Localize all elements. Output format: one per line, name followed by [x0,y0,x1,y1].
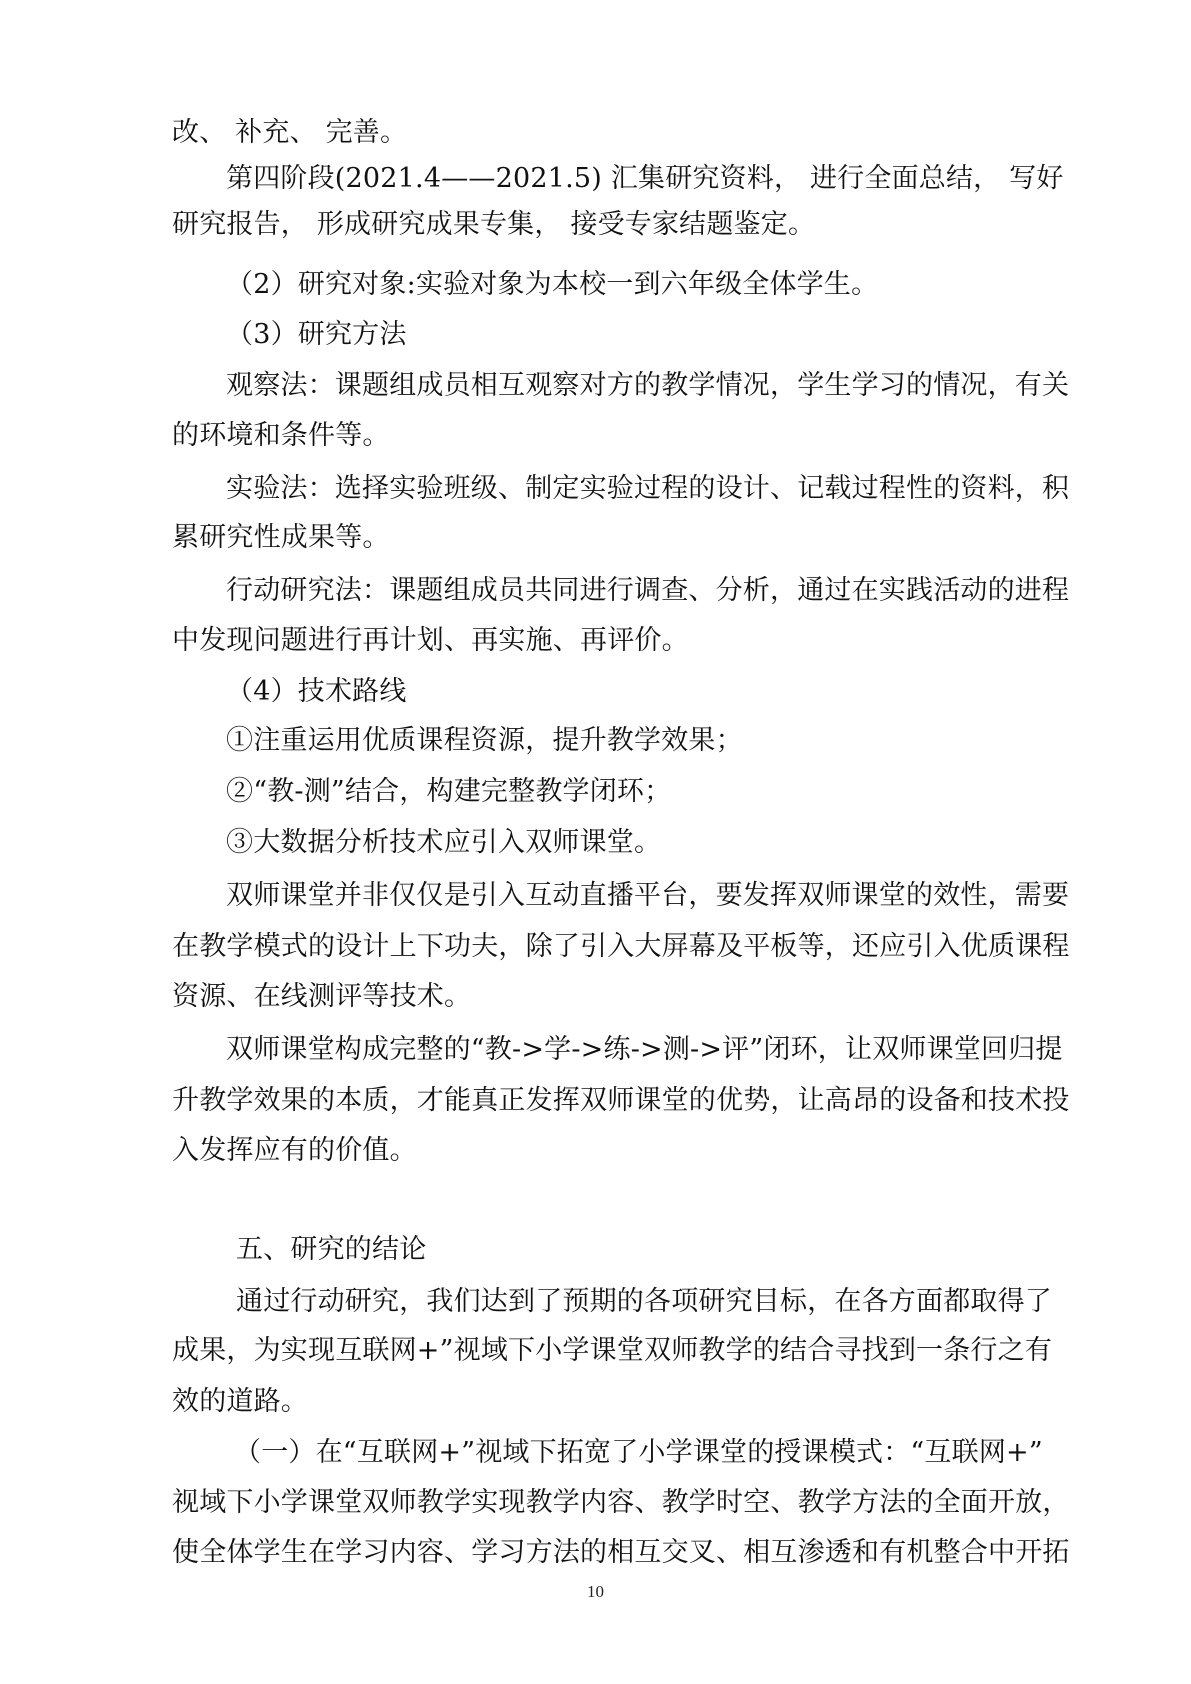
text-line: 通过行动研究，我们达到了预期的各项研究目标，在各方面都取得了 [236,1286,1052,1317]
section-heading: 五、研究的结论 [236,1234,427,1265]
text-line: 视域下小学课堂双师教学实现教学内容、教学时空、教学方法的全面开放， [172,1487,1070,1518]
text-line: 成果，为实现互联网+”视域下小学课堂双师教学的结合寻找到一条行之有 [172,1335,1053,1366]
text-line: 中发现问题进行再计划、再实施、再评价。 [172,625,689,656]
text-line: 在教学模式的设计上下功夫，除了引入大屏幕及平板等，还应引入优质课程 [172,931,1070,962]
text-line: ②“教-测”结合，构建完整教学闭环； [226,776,672,807]
text-line: 升教学效果的本质，才能真正发挥双师课堂的优势，让高昂的设备和技术投 [172,1085,1070,1116]
text-line: （2）研究对象:实验对象为本校一到六年级全体学生。 [226,269,879,300]
text-line: 双师课堂构成完整的“教->学->练->测->评”闭环，让双师课堂回归提 [226,1034,1063,1065]
text-line: ③大数据分析技术应引入双师课堂。 [226,827,662,858]
text-line: 改、 补充、 完善。 [172,117,408,148]
text-line: （3）研究方法 [226,319,407,350]
text-line: （一）在“互联网+”视域下拓宽了小学课堂的授课模式：“互联网+” [234,1437,1043,1468]
text-line: 实验法：选择实验班级、制定实验过程的设计、记载过程性的资料，积 [226,473,1070,504]
text-line: 第四阶段(2021.4——2021.5) 汇集研究资料， 进行全面总结， 写好 [226,163,1064,194]
text-line: 累研究性成果等。 [172,522,390,553]
text-line: 入发挥应有的价值。 [172,1135,417,1166]
text-line: 使全体学生在学习内容、学习方法的相互交叉、相互渗透和有机整合中开拓 [172,1537,1070,1568]
text-line: 观察法：课题组成员相互观察对方的教学情况，学生学习的情况，有关 [226,370,1070,401]
text-line: 资源、在线测评等技术。 [172,981,472,1012]
text-line: 的环境和条件等。 [172,420,390,451]
text-line: 双师课堂并非仅仅是引入互动直播平台，要发挥双师课堂的效性，需要 [226,880,1070,911]
text-line: （4）技术路线 [226,676,407,707]
text-line: 行动研究法：课题组成员共同进行调查、分析，通过在实践活动的进程 [226,575,1070,606]
page-number: 10 [587,1582,604,1601]
text-line: ①注重运用优质课程资源，提升教学效果； [226,725,743,756]
text-line: 研究报告， 形成研究成果专集， 接受专家结题鉴定。 [172,209,816,240]
text-line: 效的道路。 [172,1386,308,1417]
